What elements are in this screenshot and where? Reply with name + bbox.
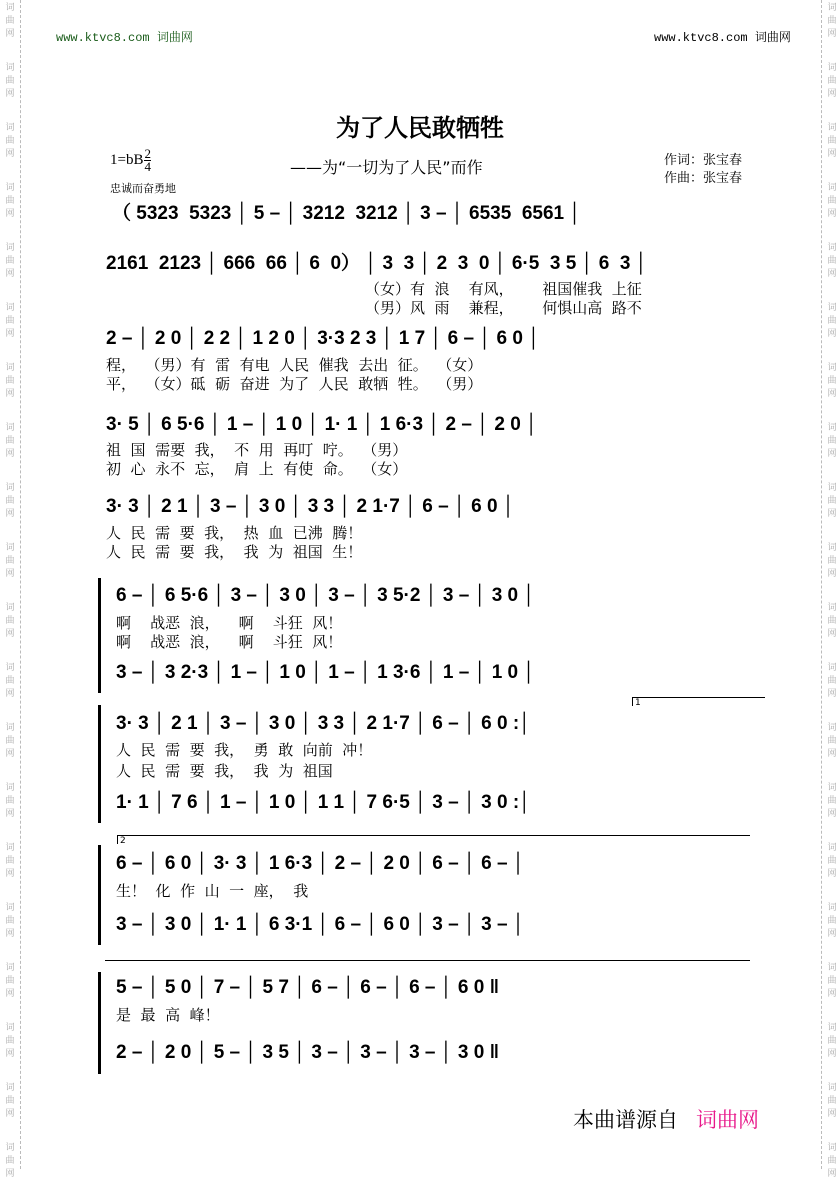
score-line-3-lyrics-1: 程， （男）有 雷 有电 人民 催我 去出 征。 （女） bbox=[106, 356, 483, 374]
score-line-9-lyrics-1: 是 最 高 峰！ bbox=[116, 1006, 220, 1024]
watermark-char: 网 bbox=[827, 29, 837, 39]
watermark-char: 词 bbox=[827, 1023, 837, 1033]
score-line-3-lyrics-2: 平， （女）砥 砺 奋进 为了 人民 敢牺 牲。 （男） bbox=[106, 375, 483, 393]
watermark-char: 曲 bbox=[5, 316, 15, 326]
watermark-char: 曲 bbox=[827, 196, 837, 206]
credits bbox=[664, 152, 742, 188]
watermark-char: 曲 bbox=[5, 196, 15, 206]
watermark-char: 网 bbox=[5, 809, 15, 819]
watermark-char: 词 bbox=[5, 543, 15, 553]
watermark-char: 词 bbox=[5, 723, 15, 733]
watermark-char: 曲 bbox=[5, 16, 15, 26]
watermark-char: 网 bbox=[5, 149, 15, 159]
score-line-4-notes: 3· 5 │ 6 5·6 │ 1 – │ 1 0 │ 1· 1 │ 1 6·3 │ 2 – │ 2 0 │ bbox=[106, 414, 538, 435]
watermark-char: 网 bbox=[827, 449, 837, 459]
watermark-char: 网 bbox=[827, 929, 837, 939]
watermark-char: 网 bbox=[5, 389, 15, 399]
score-line-4-lyrics-1: 祖 国 需要 我， 不 用 再叮 咛。 （男） bbox=[106, 441, 408, 459]
watermark-char: 网 bbox=[827, 89, 837, 99]
score-line-8-upper: 6 – │ 6 0 │ 3· 3 │ 1 6·3 │ 2 – │ 2 0 │ 6 – │ 6 – │ bbox=[116, 853, 525, 874]
score-line-5-lyrics-1: 人 民 需 要 我， 热 血 已沸 腾！ bbox=[106, 524, 363, 542]
watermark-char: 网 bbox=[5, 569, 15, 579]
score-line-2-lyrics-1: （女）有 浪 有风， 祖国催我 上征 bbox=[365, 280, 642, 298]
watermark-char: 词 bbox=[5, 303, 15, 313]
watermark-char: 曲 bbox=[827, 436, 837, 446]
watermark-char: 词 bbox=[5, 63, 15, 73]
right-margin-watermark bbox=[821, 0, 840, 1179]
watermark-char: 曲 bbox=[5, 856, 15, 866]
score-line-9-lower: 2 – │ 2 0 │ 5 – │ 3 5 │ 3 – │ 3 – │ 3 – │ 3 0 ‖ bbox=[116, 1042, 500, 1063]
watermark-char: 词 bbox=[5, 903, 15, 913]
score-line-6-upper: 6 – │ 6 5·6 │ 3 – │ 3 0 │ 3 – │ 3 5·2 │ 3 – │ 3 0 │ bbox=[116, 585, 536, 606]
lyricist: 作词：张宝春 bbox=[664, 153, 743, 168]
watermark-char: 词 bbox=[827, 243, 837, 253]
time-sig-numerator: 2 bbox=[144, 146, 151, 161]
watermark-char: 曲 bbox=[827, 976, 837, 986]
watermark-char: 网 bbox=[827, 509, 837, 519]
system-bracket bbox=[98, 972, 105, 1074]
tempo-marking: 忠诚而奋勇地 bbox=[110, 182, 176, 195]
score-line-2-notes: 2161 2123 │ 666 66 │ 6 0） │ 3 3 │ 2 3 0 │ 6·5 3 5 │ 6 3 │ bbox=[106, 253, 648, 274]
watermark-char: 曲 bbox=[827, 376, 837, 386]
watermark-char: 词 bbox=[827, 183, 837, 193]
watermark-char: 网 bbox=[827, 389, 837, 399]
score-line-2-lyrics-2: （男）风 雨 兼程， 何惧山高 路不 bbox=[365, 299, 642, 317]
watermark-char: 词 bbox=[5, 183, 15, 193]
watermark-char: 网 bbox=[827, 329, 837, 339]
watermark-char: 网 bbox=[5, 449, 15, 459]
watermark-char: 曲 bbox=[827, 856, 837, 866]
watermark-char: 词 bbox=[827, 303, 837, 313]
watermark-char: 曲 bbox=[827, 1036, 837, 1046]
watermark-char: 词 bbox=[827, 363, 837, 373]
watermark-char: 曲 bbox=[5, 976, 15, 986]
watermark-char: 网 bbox=[5, 629, 15, 639]
watermark-char: 词 bbox=[827, 3, 837, 13]
volta-continuation bbox=[105, 960, 750, 961]
volta-2: 2 bbox=[117, 835, 750, 844]
watermark-char: 网 bbox=[5, 89, 15, 99]
system-bracket bbox=[98, 845, 105, 945]
watermark-char: 词 bbox=[5, 123, 15, 133]
watermark-char: 网 bbox=[5, 749, 15, 759]
watermark-char: 词 bbox=[827, 63, 837, 73]
watermark-char: 词 bbox=[827, 483, 837, 493]
time-signature bbox=[144, 148, 151, 173]
watermark-char: 词 bbox=[5, 843, 15, 853]
watermark-char: 网 bbox=[5, 1049, 15, 1059]
watermark-char: 词 bbox=[827, 663, 837, 673]
watermark-char: 网 bbox=[5, 989, 15, 999]
watermark-char: 曲 bbox=[827, 736, 837, 746]
score-line-5-notes: 3· 3 │ 2 1 │ 3 – │ 3 0 │ 3 3 │ 2 1·7 │ 6 – │ 6 0 │ bbox=[106, 496, 515, 517]
watermark-char: 网 bbox=[827, 209, 837, 219]
watermark-char: 曲 bbox=[827, 796, 837, 806]
key-label: 1=bB bbox=[110, 151, 144, 168]
left-margin-watermark bbox=[0, 0, 21, 1179]
watermark-char: 词 bbox=[827, 903, 837, 913]
key-signature bbox=[110, 148, 151, 173]
watermark-char: 词 bbox=[5, 3, 15, 13]
watermark-char: 词 bbox=[827, 543, 837, 553]
subtitle: ——为“一切为了人民”而作 bbox=[290, 158, 483, 177]
watermark-char: 网 bbox=[827, 749, 837, 759]
watermark-char: 词 bbox=[5, 483, 15, 493]
score-line-8-lower: 3 – │ 3 0 │ 1· 1 │ 6 3·1 │ 6 – │ 6 0 │ 3 – │ 3 – │ bbox=[116, 914, 525, 935]
watermark-char: 词 bbox=[5, 783, 15, 793]
composer: 作曲：张宝春 bbox=[664, 171, 743, 186]
score-line-6-lyrics-2: 啊 战恶 浪， 啊 斗狂 风！ bbox=[116, 633, 343, 651]
site-link-right[interactable]: www.ktvc8.com 词曲网 bbox=[654, 31, 791, 45]
watermark-char: 词 bbox=[827, 843, 837, 853]
watermark-char: 曲 bbox=[5, 436, 15, 446]
score-line-5-lyrics-2: 人 民 需 要 我， 我 为 祖国 生！ bbox=[106, 543, 363, 561]
watermark-char: 网 bbox=[827, 1169, 837, 1179]
watermark-char: 网 bbox=[5, 689, 15, 699]
watermark-char: 曲 bbox=[5, 796, 15, 806]
score-line-6-lyrics-1: 啊 战恶 浪， 啊 斗狂 风！ bbox=[116, 614, 343, 632]
watermark-char: 曲 bbox=[5, 376, 15, 386]
system-bracket bbox=[98, 578, 105, 693]
watermark-char: 词 bbox=[5, 363, 15, 373]
watermark-char: 曲 bbox=[5, 676, 15, 686]
watermark-char: 曲 bbox=[827, 316, 837, 326]
watermark-char: 曲 bbox=[827, 1156, 837, 1166]
site-link-left[interactable]: www.ktvc8.com 词曲网 bbox=[56, 31, 193, 45]
score-line-6-lower: 3 – │ 3 2·3 │ 1 – │ 1 0 │ 1 – │ 1 3·6 │ 1 – │ 1 0 │ bbox=[116, 662, 536, 683]
watermark-char: 曲 bbox=[827, 1096, 837, 1106]
watermark-char: 网 bbox=[5, 929, 15, 939]
volta-1: 1 bbox=[632, 697, 765, 706]
watermark-char: 网 bbox=[5, 1169, 15, 1179]
watermark-char: 词 bbox=[5, 243, 15, 253]
watermark-char: 网 bbox=[827, 1049, 837, 1059]
watermark-char: 曲 bbox=[5, 556, 15, 566]
watermark-char: 网 bbox=[5, 1109, 15, 1119]
watermark-char: 词 bbox=[827, 1083, 837, 1093]
watermark-char: 网 bbox=[5, 329, 15, 339]
watermark-char: 曲 bbox=[5, 916, 15, 926]
watermark-char: 曲 bbox=[827, 616, 837, 626]
score-line-7-lyrics-2: 人 民 需 要 我， 我 为 祖国 bbox=[116, 762, 333, 780]
footer-prefix: 本曲谱源自 bbox=[573, 1108, 678, 1132]
watermark-char: 曲 bbox=[5, 736, 15, 746]
watermark-char: 词 bbox=[827, 603, 837, 613]
source-footer bbox=[573, 1104, 759, 1134]
watermark-char: 曲 bbox=[5, 1036, 15, 1046]
watermark-char: 曲 bbox=[827, 496, 837, 506]
watermark-char: 曲 bbox=[827, 556, 837, 566]
watermark-char: 曲 bbox=[827, 136, 837, 146]
watermark-char: 词 bbox=[5, 1083, 15, 1093]
watermark-char: 曲 bbox=[827, 76, 837, 86]
watermark-char: 网 bbox=[5, 869, 15, 879]
watermark-char: 网 bbox=[827, 149, 837, 159]
watermark-char: 曲 bbox=[827, 16, 837, 26]
watermark-char: 词 bbox=[827, 123, 837, 133]
score-line-7-lower: 1· 1 │ 7 6 │ 1 – │ 1 0 │ 1 1 │ 7 6·5 │ 3 – │ 3 0 :│ bbox=[116, 792, 532, 813]
watermark-char: 词 bbox=[827, 723, 837, 733]
watermark-char: 词 bbox=[827, 423, 837, 433]
watermark-char: 网 bbox=[5, 209, 15, 219]
watermark-char: 词 bbox=[5, 1023, 15, 1033]
watermark-char: 网 bbox=[5, 29, 15, 39]
score-line-8-lyrics-1: 生！ 化 作 山 一 座， 我 bbox=[116, 882, 309, 900]
score-line-4-lyrics-2: 初 心 永不 忘， 肩 上 有使 命。 （女） bbox=[106, 460, 408, 478]
score-line-9-upper: 5 – │ 5 0 │ 7 – │ 5 7 │ 6 – │ 6 – │ 6 – │ 6 0 ‖ bbox=[116, 977, 500, 998]
watermark-char: 网 bbox=[827, 989, 837, 999]
score-line-7-lyrics-1: 人 民 需 要 我， 勇 敢 向前 冲！ bbox=[116, 741, 373, 759]
watermark-char: 网 bbox=[827, 809, 837, 819]
watermark-char: 词 bbox=[827, 1143, 837, 1153]
watermark-char: 曲 bbox=[5, 496, 15, 506]
score-line-3-notes: 2 – │ 2 0 │ 2 2 │ 1 2 0 │ 3·3 2 3 │ 1 7 │ 6 – │ 6 0 │ bbox=[106, 328, 541, 349]
watermark-char: 网 bbox=[5, 269, 15, 279]
system-bracket bbox=[98, 705, 105, 823]
watermark-char: 网 bbox=[827, 269, 837, 279]
watermark-char: 词 bbox=[827, 783, 837, 793]
time-sig-denominator: 4 bbox=[144, 159, 151, 174]
watermark-char: 网 bbox=[5, 509, 15, 519]
watermark-char: 曲 bbox=[5, 1096, 15, 1106]
watermark-char: 曲 bbox=[827, 256, 837, 266]
watermark-char: 词 bbox=[5, 603, 15, 613]
watermark-char: 曲 bbox=[5, 256, 15, 266]
watermark-char: 词 bbox=[5, 963, 15, 973]
score-line-1-notes: （ 5323 5323 │ 5 – │ 3212 3212 │ 3 – │ 6535 6561 │ bbox=[112, 203, 582, 224]
song-title: 为了人民敢牺牲 bbox=[336, 114, 504, 142]
watermark-char: 网 bbox=[827, 1109, 837, 1119]
watermark-char: 曲 bbox=[5, 616, 15, 626]
watermark-char: 曲 bbox=[827, 916, 837, 926]
watermark-char: 词 bbox=[5, 423, 15, 433]
watermark-char: 词 bbox=[5, 663, 15, 673]
watermark-char: 网 bbox=[827, 869, 837, 879]
watermark-char: 网 bbox=[827, 629, 837, 639]
watermark-char: 词 bbox=[827, 963, 837, 973]
watermark-char: 曲 bbox=[5, 1156, 15, 1166]
watermark-char: 网 bbox=[827, 569, 837, 579]
footer-brand-link[interactable]: 词曲网 bbox=[696, 1108, 759, 1132]
watermark-char: 曲 bbox=[5, 76, 15, 86]
watermark-char: 网 bbox=[827, 689, 837, 699]
watermark-char: 曲 bbox=[5, 136, 15, 146]
watermark-char: 曲 bbox=[827, 676, 837, 686]
watermark-char: 词 bbox=[5, 1143, 15, 1153]
score-line-7-upper: 3· 3 │ 2 1 │ 3 – │ 3 0 │ 3 3 │ 2 1·7 │ 6 – │ 6 0 :│ bbox=[116, 713, 532, 734]
